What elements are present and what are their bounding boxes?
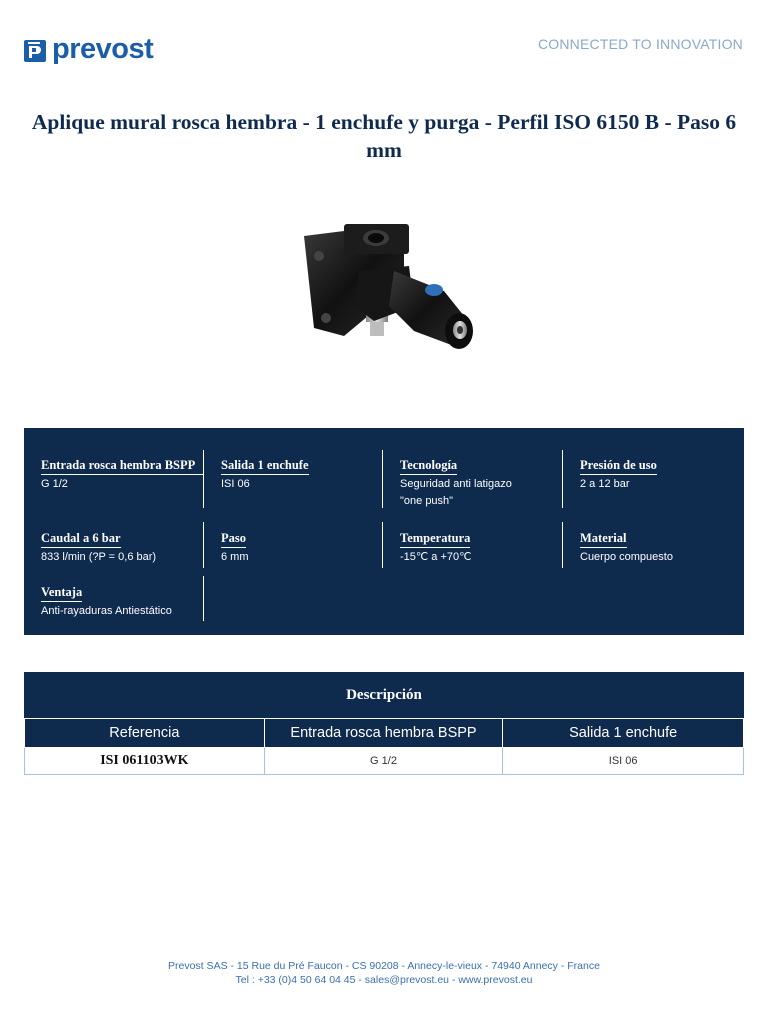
table-cell: ISI 06 — [503, 748, 744, 775]
footer-address: Prevost SAS - 15 Rue du Pré Faucon - CS 90208 - Annecy-le-vieux - 74940 Annecy - France — [168, 960, 600, 972]
reference-table — [24, 718, 744, 775]
spec-caudal — [24, 529, 204, 569]
spec-value: Cuerpo compuesto — [580, 551, 673, 563]
spec-paso — [203, 522, 383, 568]
spec-material — [562, 522, 742, 568]
spec-label: Entrada rosca hembra BSPP — [41, 456, 204, 475]
spec-ventaja — [24, 583, 204, 623]
spec-value: ISI 06 — [221, 478, 250, 490]
brand-logo[interactable] — [24, 34, 153, 64]
spec-presion — [562, 450, 742, 508]
spec-entrada — [24, 456, 204, 503]
table-header-row — [25, 719, 744, 748]
spec-label: Presión de uso — [580, 456, 657, 475]
spec-value: 833 l/min (?P = 0,6 bar) — [41, 551, 157, 563]
spec-label: Ventaja — [41, 583, 82, 602]
spec-value: -15℃ a +70℃ — [400, 551, 472, 563]
spec-value: Seguridad anti latigazo "one push" — [400, 478, 512, 507]
column-header: Entrada rosca hembra BSPP — [264, 719, 503, 748]
footer — [0, 959, 768, 987]
spec-temperatura — [382, 522, 562, 568]
wall-coupler-product-photo-icon — [284, 196, 484, 386]
spec-label: Material — [580, 529, 627, 548]
column-header: Referencia — [25, 719, 265, 748]
spec-label: Caudal a 6 bar — [41, 529, 121, 548]
reference-cell[interactable]: ISI 061103WK — [25, 748, 265, 775]
spec-label: Paso — [221, 529, 246, 548]
logo-wordmark: prevost — [52, 33, 154, 65]
spec-salida — [203, 450, 383, 508]
tagline: CONNECTED TO INNOVATION — [537, 36, 743, 52]
page-title: Aplique mural rosca hembra - 1 enchufe y purga - Perfil ISO 6150 B - Paso 6 mm — [31, 110, 737, 162]
spec-value: 2 a 12 bar — [580, 478, 630, 490]
footer-contact[interactable]: Tel : +33 (0)4 50 64 04 45 - sales@prevost.eu - www.prevost.eu — [235, 974, 533, 986]
spec-label: Temperatura — [400, 529, 470, 548]
specifications-panel — [24, 428, 744, 635]
spec-label: Salida 1 enchufe — [221, 456, 309, 475]
description-heading: Descripción — [24, 672, 744, 718]
column-header: Salida 1 enchufe — [503, 719, 744, 748]
spec-divider — [203, 576, 204, 621]
table-row[interactable] — [25, 748, 744, 775]
spec-label: Tecnología — [400, 456, 457, 475]
spec-tecnologia — [382, 450, 562, 508]
spec-value: Anti-rayaduras Antiestático — [41, 605, 172, 617]
spec-value: G 1/2 — [41, 478, 68, 490]
prevost-logo-icon — [24, 34, 48, 64]
spec-value: 6 mm — [221, 551, 249, 563]
table-cell: G 1/2 — [264, 748, 503, 775]
